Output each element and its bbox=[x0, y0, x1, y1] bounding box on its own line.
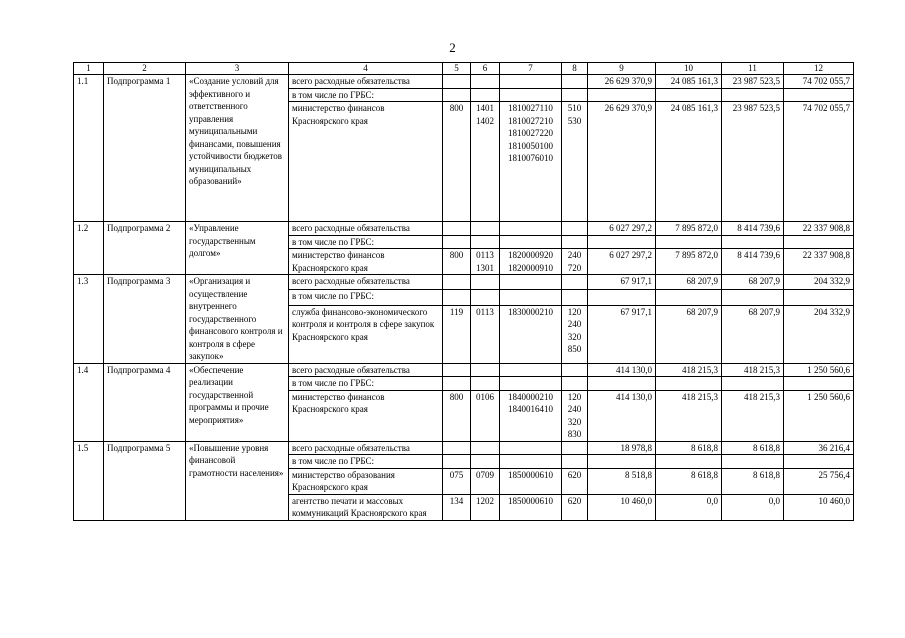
value-cell: 418 215,3 bbox=[656, 390, 722, 441]
header-cell: 3 bbox=[186, 63, 289, 75]
value-cell: 68 207,9 bbox=[656, 305, 722, 363]
total-value: 36 216,4 bbox=[784, 441, 854, 455]
value-cell: 8 618,8 bbox=[722, 468, 784, 494]
including-label: в том числе по ГРБС: bbox=[289, 455, 443, 469]
code-cell: 510 530 bbox=[562, 102, 588, 222]
grbs-name: агентство печати и массовых коммуникаций Красноярского края bbox=[289, 494, 443, 520]
value-cell: 6 027 297,2 bbox=[588, 249, 656, 275]
program-total-row bbox=[74, 222, 854, 236]
code-cell: 0106 bbox=[471, 390, 500, 441]
value-cell: 414 130,0 bbox=[588, 390, 656, 441]
value-cell: 418 215,3 bbox=[722, 390, 784, 441]
program-name: Подпрограмма 4 bbox=[104, 363, 186, 441]
program-number: 1.4 bbox=[74, 363, 104, 441]
header-cell: 5 bbox=[443, 63, 471, 75]
including-label: в том числе по ГРБС: bbox=[289, 88, 443, 102]
total-value: 22 337 908,8 bbox=[784, 222, 854, 236]
program-title: «Организация и осуществление внутреннего государственного финансового контроля и контроля в сфере закупок» bbox=[186, 275, 289, 364]
total-value: 7 895 872,0 bbox=[656, 222, 722, 236]
total-value: 414 130,0 bbox=[588, 363, 656, 377]
program-title: «Создание условий для эффективного и ответственного управления муниципальными финансами, повышения устойчивости бюджетов муниципальных образований» bbox=[186, 75, 289, 222]
program-total-row bbox=[74, 275, 854, 290]
code-cell: 240 720 bbox=[562, 249, 588, 275]
value-cell: 10 460,0 bbox=[588, 494, 656, 520]
total-label: всего расходные обязательства bbox=[289, 222, 443, 236]
code-cell: 0113 1301 bbox=[471, 249, 500, 275]
code-cell: 0113 bbox=[471, 305, 500, 363]
value-cell: 68 207,9 bbox=[722, 305, 784, 363]
value-cell: 67 917,1 bbox=[588, 305, 656, 363]
value-cell: 8 518,8 bbox=[588, 468, 656, 494]
header-cell: 2 bbox=[104, 63, 186, 75]
code-cell: 075 bbox=[443, 468, 471, 494]
program-number: 1.2 bbox=[74, 222, 104, 275]
program-total-row bbox=[74, 441, 854, 455]
code-cell: 620 bbox=[562, 468, 588, 494]
code-cell: 120 240 320 830 bbox=[562, 390, 588, 441]
value-cell: 8 618,8 bbox=[656, 468, 722, 494]
program-title: «Управление государственным долгом» bbox=[186, 222, 289, 275]
total-value: 26 629 370,9 bbox=[588, 75, 656, 89]
value-cell: 7 895 872,0 bbox=[656, 249, 722, 275]
program-total-row bbox=[74, 75, 854, 89]
program-number: 1.5 bbox=[74, 441, 104, 520]
code-cell: 1850000610 bbox=[500, 468, 562, 494]
program-number: 1.1 bbox=[74, 75, 104, 222]
header-cell: 8 bbox=[562, 63, 588, 75]
value-cell: 0,0 bbox=[656, 494, 722, 520]
header-cell: 9 bbox=[588, 63, 656, 75]
including-label: в том числе по ГРБС: bbox=[289, 377, 443, 391]
total-value: 68 207,9 bbox=[656, 275, 722, 290]
value-cell: 25 756,4 bbox=[784, 468, 854, 494]
value-cell: 74 702 055,7 bbox=[784, 102, 854, 222]
code-cell: 1850000610 bbox=[500, 494, 562, 520]
header-cell: 6 bbox=[471, 63, 500, 75]
including-label: в том числе по ГРБС: bbox=[289, 235, 443, 249]
program-total-row bbox=[74, 363, 854, 377]
program-number: 1.3 bbox=[74, 275, 104, 364]
page-number: 2 bbox=[449, 40, 456, 55]
code-cell: 1401 1402 bbox=[471, 102, 500, 222]
grbs-name: министерство финансов Красноярского края bbox=[289, 102, 443, 222]
total-label: всего расходные обязательства bbox=[289, 275, 443, 290]
code-cell: 800 bbox=[443, 249, 471, 275]
program-title: «Обеспечение реализации государственной программы и прочие мероприятия» bbox=[186, 363, 289, 441]
total-value: 204 332,9 bbox=[784, 275, 854, 290]
total-label: всего расходные обязательства bbox=[289, 441, 443, 455]
code-cell: 620 bbox=[562, 494, 588, 520]
value-cell: 8 414 739,6 bbox=[722, 249, 784, 275]
code-cell: 119 bbox=[443, 305, 471, 363]
total-label: всего расходные обязательства bbox=[289, 363, 443, 377]
header-cell: 11 bbox=[722, 63, 784, 75]
total-value: 6 027 297,2 bbox=[588, 222, 656, 236]
program-title: «Повышение уровня финансовой грамотности населения» bbox=[186, 441, 289, 520]
value-cell: 204 332,9 bbox=[784, 305, 854, 363]
total-label: всего расходные обязательства bbox=[289, 75, 443, 89]
value-cell: 26 629 370,9 bbox=[588, 102, 656, 222]
code-cell: 800 bbox=[443, 390, 471, 441]
total-value: 67 917,1 bbox=[588, 275, 656, 290]
budget-table bbox=[73, 62, 854, 521]
total-value: 8 618,8 bbox=[722, 441, 784, 455]
value-cell: 23 987 523,5 bbox=[722, 102, 784, 222]
total-value: 1 250 560,6 bbox=[784, 363, 854, 377]
header-cell: 1 bbox=[74, 63, 104, 75]
code-cell: 1820000920 1820000910 bbox=[500, 249, 562, 275]
including-label: в том числе по ГРБС: bbox=[289, 290, 443, 305]
total-value: 74 702 055,7 bbox=[784, 75, 854, 89]
total-value: 23 987 523,5 bbox=[722, 75, 784, 89]
header-cell: 7 bbox=[500, 63, 562, 75]
header-cell: 4 bbox=[289, 63, 443, 75]
total-value: 24 085 161,3 bbox=[656, 75, 722, 89]
grbs-name: министерство финансов Красноярского края bbox=[289, 390, 443, 441]
code-cell: 1202 bbox=[471, 494, 500, 520]
program-name: Подпрограмма 1 bbox=[104, 75, 186, 222]
total-value: 8 618,8 bbox=[656, 441, 722, 455]
code-cell: 1810027110 1810027210 1810027220 1810050100 1810076010 bbox=[500, 102, 562, 222]
total-value: 418 215,3 bbox=[656, 363, 722, 377]
code-cell: 800 bbox=[443, 102, 471, 222]
header-cell: 10 bbox=[656, 63, 722, 75]
header-row bbox=[74, 63, 854, 75]
grbs-name: министерство образования Красноярского края bbox=[289, 468, 443, 494]
code-cell: 134 bbox=[443, 494, 471, 520]
value-cell: 10 460,0 bbox=[784, 494, 854, 520]
grbs-name: служба финансово-экономического контроля и контроля в сфере закупок Красноярского края bbox=[289, 305, 443, 363]
program-name: Подпрограмма 2 bbox=[104, 222, 186, 275]
grbs-name: министерство финансов Красноярского края bbox=[289, 249, 443, 275]
value-cell: 24 085 161,3 bbox=[656, 102, 722, 222]
code-cell: 1830000210 bbox=[500, 305, 562, 363]
total-value: 8 414 739,6 bbox=[722, 222, 784, 236]
program-name: Подпрограмма 3 bbox=[104, 275, 186, 364]
code-cell: 120 240 320 850 bbox=[562, 305, 588, 363]
code-cell: 1840000210 1840016410 bbox=[500, 390, 562, 441]
total-value: 418 215,3 bbox=[722, 363, 784, 377]
code-cell: 0709 bbox=[471, 468, 500, 494]
value-cell: 22 337 908,8 bbox=[784, 249, 854, 275]
header-cell: 12 bbox=[784, 63, 854, 75]
total-value: 68 207,9 bbox=[722, 275, 784, 290]
value-cell: 1 250 560,6 bbox=[784, 390, 854, 441]
total-value: 18 978,8 bbox=[588, 441, 656, 455]
program-name: Подпрограмма 5 bbox=[104, 441, 186, 520]
value-cell: 0,0 bbox=[722, 494, 784, 520]
